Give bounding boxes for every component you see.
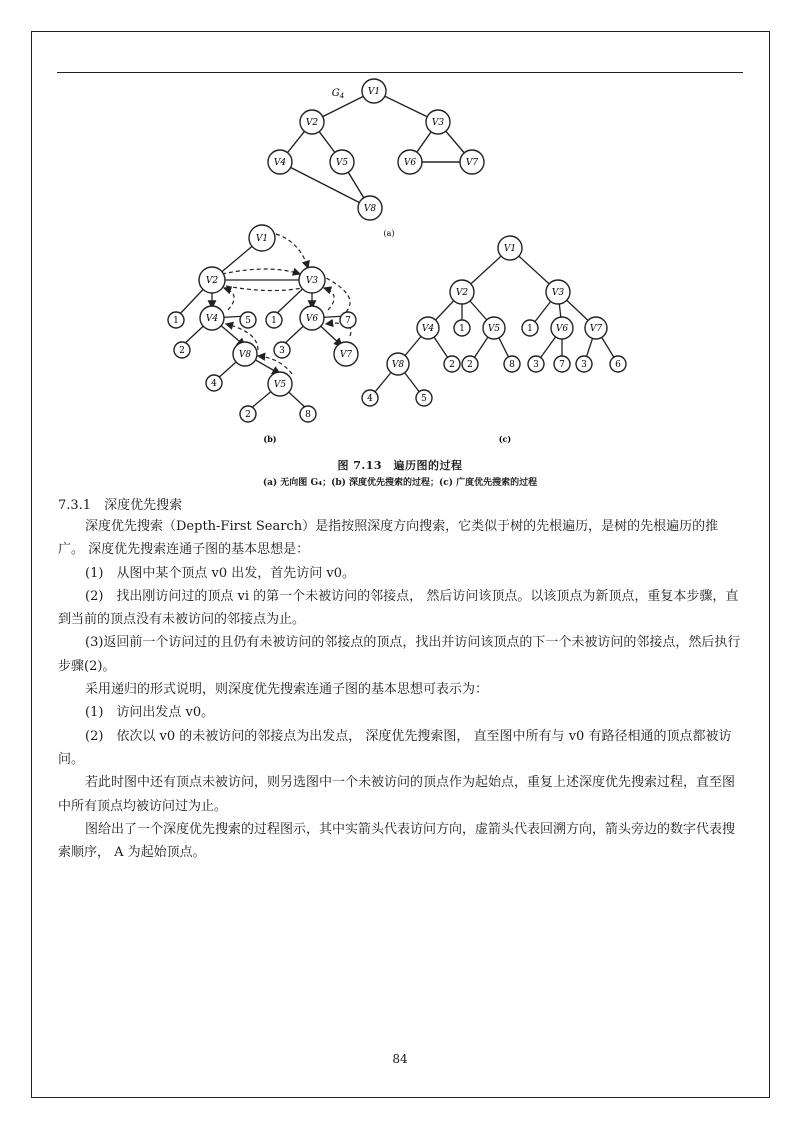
paragraph: (2) 依次以 v0 的未被访问的邻接点为出发点， 深度优先搜索图， 直至图中所有与 v0 有路径相通的顶点都被访问。 bbox=[58, 728, 732, 767]
figure-graph-traversal bbox=[150, 74, 650, 494]
graph-c-leaf: 1 bbox=[459, 324, 465, 334]
graph-b-vertex-v1: V1 bbox=[255, 234, 269, 244]
graph-a-vertex-v1: V1 bbox=[367, 87, 381, 97]
paragraph: 采用递归的形式说明，则深度优先搜索连通子图的基本思想可表示为： bbox=[85, 682, 489, 698]
graph-c-vertex-v8: V8 bbox=[391, 360, 405, 370]
page-number: 84 bbox=[392, 1052, 408, 1066]
graph-a-vertex-v8: V8 bbox=[363, 204, 377, 214]
graph-b-leaf: 8 bbox=[305, 410, 311, 420]
graph-c-leaf: 1 bbox=[527, 324, 533, 334]
graph-a bbox=[280, 91, 472, 208]
graph-c-leaf: 3 bbox=[581, 360, 587, 370]
graph-c-leaf: 7 bbox=[559, 360, 565, 370]
graph-c-leaf: 5 bbox=[421, 394, 427, 404]
graph-b-caption: (b) bbox=[263, 434, 277, 444]
graph-b-vertex-v6: V6 bbox=[305, 314, 319, 324]
paragraph: 图给出了一个深度优先搜索的过程图示，其中实箭头代表访问方向，虚箭头代表回溯方向，箭头旁边的数字代表搜索顺序， A 为起始顶点。 bbox=[58, 821, 736, 861]
section-heading: 7.3.1 深度优先搜索 bbox=[58, 498, 183, 513]
graph-b-vertex-v2: V2 bbox=[205, 276, 219, 286]
paragraph: (2) 找出刚访问过的顶点 vi 的第一个未被访问的邻接点， 然后访问该顶点。以该顶点为新顶点，重复本步骤，直到当前的顶点没有未被访问的邻接点为止。 bbox=[58, 588, 739, 628]
graph-c-vertex-v7: V7 bbox=[589, 324, 603, 334]
header-rule bbox=[57, 72, 743, 73]
graph-a-vertex-v5: V5 bbox=[335, 158, 349, 168]
body-text bbox=[58, 515, 742, 864]
paragraph: 若此时图中还有顶点未被访问，则另选图中一个未被访问的顶点作为起始点，重复上述深度优先搜索过程，直至图中所有顶点均被访问过为止。 bbox=[58, 775, 736, 814]
graph-c-vertex-v3: V3 bbox=[551, 288, 565, 298]
paragraph: (1) 访问出发点 v0。 bbox=[85, 705, 215, 721]
paragraph: (3)返回前一个访问过的且仍有未被访问的邻接点的顶点，找出并访问该顶点的下一个未被访问的邻接点，然后执行步骤(2)。 bbox=[58, 635, 741, 674]
graph-a-vertex-v3: V3 bbox=[431, 118, 445, 128]
graph-c-leaf: 8 bbox=[509, 360, 515, 370]
graph-c-vertex-v6: V6 bbox=[555, 324, 569, 334]
graph-c-vertex-v1: V1 bbox=[503, 244, 517, 254]
graph-a-vertex-v2: V2 bbox=[305, 118, 319, 128]
graph-c-leaf: 3 bbox=[533, 360, 539, 370]
figure-subtitle: (a) 无向图 G₄；(b) 深度优先搜索的过程；(c) 广度优先搜索的过程 bbox=[262, 478, 538, 488]
graph-c-vertex-v2: V2 bbox=[455, 288, 469, 298]
graph-a-vertex-v7: V7 bbox=[465, 158, 479, 168]
graph-c-caption: (c) bbox=[498, 434, 512, 444]
graph-c-vertex-v5: V5 bbox=[487, 324, 501, 334]
graph-a-vertex-v6: V6 bbox=[403, 158, 417, 168]
graph-c-vertex-v4: V4 bbox=[421, 324, 435, 334]
graph-b-leaf: 2 bbox=[245, 410, 251, 420]
graph-c-leaf: 4 bbox=[367, 394, 373, 404]
figure-title: 图 7.13 遍历图的过程 bbox=[337, 459, 463, 472]
graph-b-vertex-v3: V3 bbox=[305, 276, 319, 286]
figure-svg bbox=[150, 74, 650, 494]
graph-c-leaf: 2 bbox=[467, 360, 473, 370]
graph-b-leaf: 5 bbox=[245, 316, 251, 326]
graph-b-leaf: 7 bbox=[345, 316, 351, 326]
graph-a-caption: (a) bbox=[383, 229, 395, 238]
graph-b-vertex-v4: V4 bbox=[205, 314, 219, 324]
graph-b-leaf: 1 bbox=[271, 316, 277, 326]
graph-a-nodes bbox=[268, 79, 484, 238]
graph-b-leaf: 3 bbox=[279, 346, 285, 356]
graph-b-leaf: 4 bbox=[211, 379, 217, 389]
graph-b-vertex-v7: V7 bbox=[339, 350, 353, 360]
paragraph: 深度优先搜索（Depth-First Search）是指按照深度方向搜索，它类似于树的先根遍历，是树的先根遍历的推广。 深度优先搜索连通子图的基本思想是： bbox=[58, 519, 719, 558]
graph-a-vertex-v4: V4 bbox=[273, 158, 287, 168]
graph-a-label: $G_4$ bbox=[331, 88, 345, 100]
graph-c-leaf: 2 bbox=[449, 360, 455, 370]
graph-c-nodes bbox=[362, 236, 626, 444]
graph-b-vertex-v8: V8 bbox=[238, 350, 252, 360]
paragraph: (1) 从图中某个顶点 v0 出发，首先访问 v0。 bbox=[85, 565, 356, 581]
graph-b-leaf: 1 bbox=[173, 316, 179, 326]
graph-b-vertex-v5: V5 bbox=[273, 380, 287, 390]
graph-c-leaf: 6 bbox=[615, 360, 621, 370]
graph-b-leaf: 2 bbox=[179, 346, 185, 356]
